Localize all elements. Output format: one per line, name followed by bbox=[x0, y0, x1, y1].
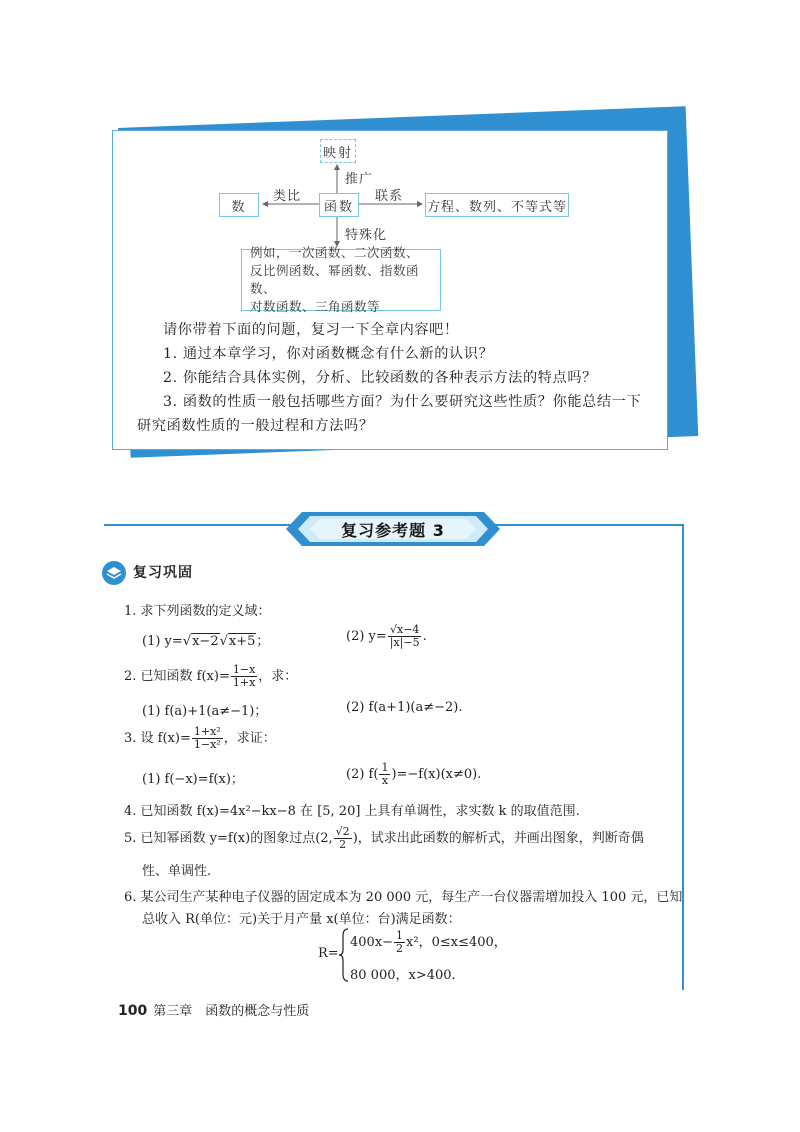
node-number: 数 bbox=[219, 193, 259, 217]
subsection-title: 复习巩固 bbox=[133, 565, 193, 581]
node-examples: 例如，一次函数、二次函数、 反比例函数、幂函数、指数函数、 对数函数、三角函数等 bbox=[241, 249, 441, 311]
problem-5: 5. 已知幂函数 y=f(x)的图象过点(2, $\frac{√2}{2}$ )，试求出此函数的解析式，并画出图象，判断奇偶 bbox=[124, 825, 644, 851]
review-question-2: 2. 你能结合具体实例，分析、比较函数的各种表示方法的特点吗？ bbox=[163, 370, 597, 386]
label-analogy: 类比 bbox=[273, 189, 302, 204]
review-question-1: 1. 通过本章学习，你对函数概念有什么新的认识？ bbox=[163, 346, 494, 362]
problem-5-cont: 性、单调性. bbox=[142, 864, 212, 879]
chapter-title: 第三章 函数的概念与性质 bbox=[153, 1004, 310, 1019]
label-connect: 联系 bbox=[375, 189, 404, 204]
problem-6: 6. 某公司生产某种电子仪器的固定成本为 20 000 元，每生产一台仪器需增加投入 100 元，已知 bbox=[124, 890, 683, 905]
problem-3b: (2) f( $\frac{1}{x}$ )=−f(x)(x≠0). bbox=[346, 761, 482, 787]
problem-3: 3. 设 f(x)= $\frac{\text{1+x²}}{\text{1−x²}}$ ，求证： bbox=[124, 725, 276, 751]
review-intro: 请你带着下面的问题，复习一下全章内容吧！ bbox=[163, 322, 459, 338]
problem-1a: (1) y=√x−2√x+5； bbox=[142, 634, 270, 649]
review-question-3: 3. 函数的性质一般包括哪些方面？为什么要研究这些性质？你能总结一下 bbox=[163, 394, 642, 410]
problem-3a: (1) f(−x)=f(x)； bbox=[142, 772, 244, 787]
problem-1b: (2) y= $\frac{√x-4}{|x|-5}$ . bbox=[346, 623, 427, 649]
problem-2a: (1) f(a)+1(a≠−1)； bbox=[142, 704, 268, 719]
review-box bbox=[112, 130, 668, 450]
layers-icon bbox=[101, 560, 127, 586]
problem-6-cont: 总收入 R(单位：元)关于月产量 x(单位：台)满足函数： bbox=[142, 912, 461, 927]
node-mapping: 映射 bbox=[320, 139, 356, 163]
page-footer bbox=[118, 1000, 309, 1019]
label-specialize: 特殊化 bbox=[345, 228, 388, 243]
review-question-3-cont: 研究函数性质的一般过程和方法吗？ bbox=[137, 418, 374, 434]
label-generalize: 推广 bbox=[345, 172, 374, 187]
problem-2b: (2) f(a+1)(a≠−2). bbox=[346, 700, 463, 715]
piecewise-case-1: 400x− $\frac{1}{2}$ x²，0≤x≤400， bbox=[350, 929, 507, 955]
piecewise-lhs: R= bbox=[318, 946, 339, 961]
section-title: 复习参考题 3 bbox=[341, 520, 445, 540]
piecewise-case-2: 80 000，x>400. bbox=[350, 968, 456, 983]
page-number: 100 bbox=[118, 1003, 148, 1019]
problem-4: 4. 已知函数 f(x)=4x²−kx−8 在 [5, 20] 上具有单调性，求实数 k 的取值范围. bbox=[124, 804, 580, 819]
problem-2: 2. 已知函数 f(x)= $\frac{1-x}{1+x}$ ，求： bbox=[124, 663, 298, 689]
node-equations: 方程、数列、不等式等 bbox=[425, 193, 569, 217]
piecewise-brace bbox=[338, 928, 350, 982]
problem-1: 1. 求下列函数的定义域： bbox=[124, 604, 271, 619]
section-right-rule bbox=[682, 524, 684, 990]
node-function: 函数 bbox=[319, 193, 359, 217]
